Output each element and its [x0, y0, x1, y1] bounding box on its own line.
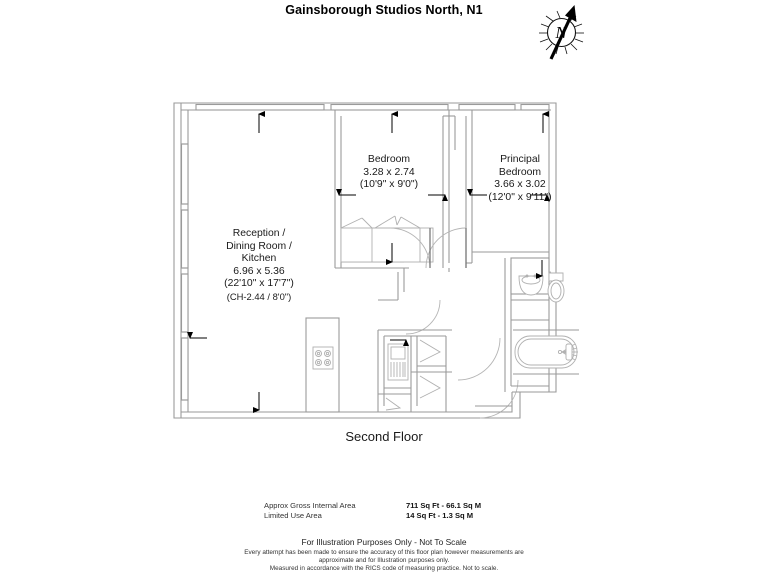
room-label-reception-dining-kitchen: [196, 228, 322, 304]
kitchen-hob: [313, 347, 333, 369]
room-name-line2: Dining Room /: [226, 240, 292, 252]
utility-boiler: [388, 344, 408, 380]
area-label: Limited Use Area: [264, 511, 322, 521]
bathroom-bath: [515, 336, 578, 368]
room-name-line1: Reception /: [232, 228, 286, 239]
area-row-gross-internal: [264, 501, 584, 511]
room-name-line1: Principal: [500, 154, 540, 165]
room-dimensions-imperial: (22'10" x 17'7"): [224, 278, 294, 290]
area-summary: [264, 501, 584, 522]
disclaimer-heading: For Illustration Purposes Only - Not To Scale: [301, 537, 467, 547]
area-value: 14 Sq Ft - 1.3 Sq M: [406, 511, 474, 521]
area-value: 711 Sq Ft - 66.1 Sq M: [406, 501, 482, 510]
room-label-principal-bedroom: [464, 154, 576, 204]
bedroom-wardrobe: [341, 216, 433, 262]
room-dimensions-imperial: (10'9" x 9'0"): [359, 179, 419, 191]
compass-label: N: [555, 23, 567, 42]
room-label-bedroom-2: [333, 154, 445, 192]
disclaimer-line-1: Every attempt has been made to ensure the accuracy of this floor plan however measurements are: [244, 549, 524, 556]
area-row-limited-use: [264, 511, 584, 521]
door-arc-bathroom: [458, 338, 500, 380]
area-label: Approx Gross Internal Area: [264, 501, 356, 510]
disclaimer-line-2: approximate and for Illustration purposes only.: [318, 557, 450, 565]
room-ceiling-height: (CH-2.44 / 8'0"): [226, 290, 292, 302]
room-dimensions-metric: 3.28 x 2.74: [363, 166, 415, 178]
disclaimer-body: [0, 549, 768, 574]
page-title: Gainsborough Studios North, N1: [285, 3, 483, 17]
room-name-line3: Kitchen: [241, 253, 277, 265]
disclaimer-line-3: Measured in accordance with the RICS code of measuring practice. Not to scale.: [269, 565, 499, 573]
room-name: Bedroom: [367, 154, 411, 165]
room-dimensions-metric: 3.66 x 3.02: [494, 179, 546, 191]
bathroom-toilet: [548, 272, 564, 302]
floor-caption: Second Floor: [345, 429, 423, 444]
door-arc-hall: [406, 300, 440, 334]
room-dimensions-metric: 6.96 x 5.36: [233, 265, 285, 277]
room-dimensions-imperial: (12'0" x 9'11"): [488, 191, 552, 203]
room-name-line2: Bedroom: [498, 166, 542, 178]
kitchen-counter: [306, 318, 339, 412]
disclaimer: [0, 537, 768, 574]
